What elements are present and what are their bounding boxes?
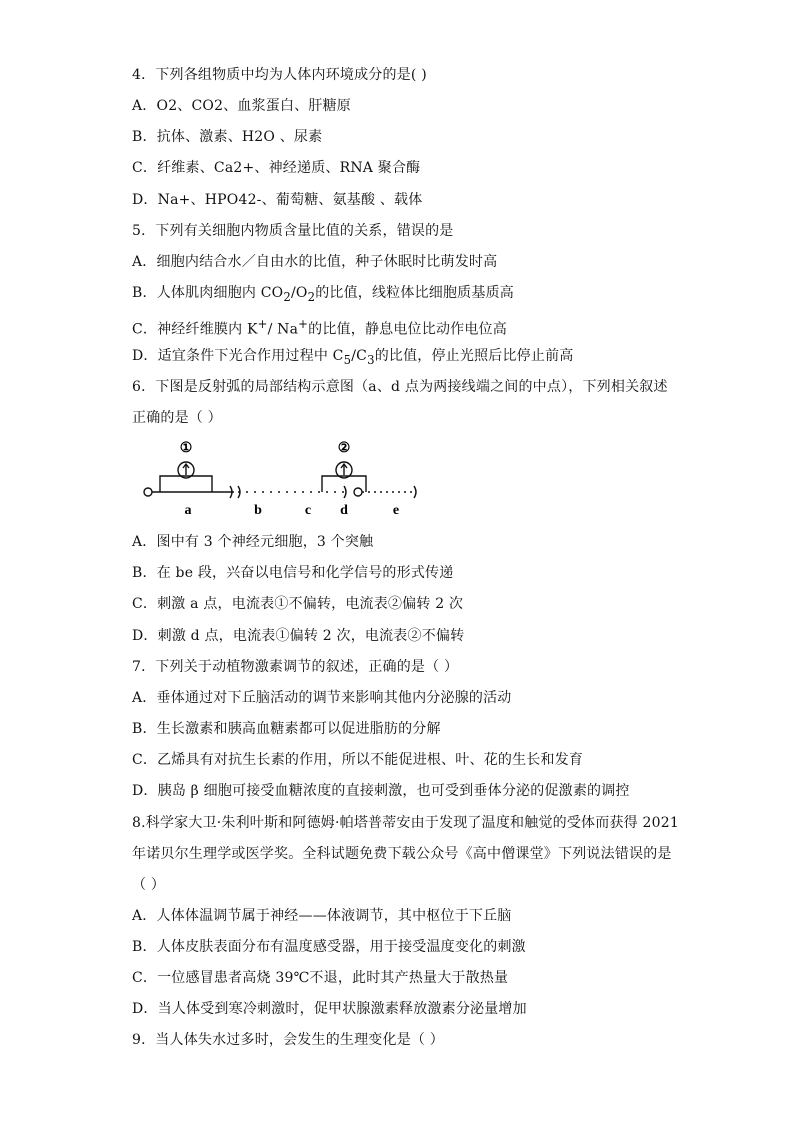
q4-stem: 4．下列各组物质中均为人体内环境成分的是( ) bbox=[132, 67, 427, 83]
neuron-3-soma bbox=[354, 488, 362, 496]
q7-stem: 7．下列关于动植物激素调节的叙述，正确的是（ ） bbox=[132, 659, 459, 675]
q5-d-sub-2: 3 bbox=[367, 352, 375, 367]
q8-stem-line-2: 年诺贝尔生理学或医学奖。全科试题免费下载公众号《高中僧课堂》下列说法错误的是 bbox=[132, 846, 672, 862]
q6-stem-line-1: 6．下图是反射弧的局部结构示意图（a、d 点为两接线端之间的中点），下列相关叙述 bbox=[132, 379, 668, 395]
q8-stem-line-3: （ ） bbox=[132, 877, 166, 893]
point-a-label: a bbox=[184, 503, 192, 518]
q6-stem-line-2: 正确的是（ ） bbox=[132, 410, 222, 426]
q5-d-text-1: D．适宜条件下光合作用过程中 C bbox=[132, 348, 344, 364]
neuron-3-terminal bbox=[414, 486, 416, 498]
q7-option-c: C．乙烯具有对抗生长素的作用，所以不能促进根、叶、花的生长和发育 bbox=[132, 752, 584, 768]
meter-2-label: ② bbox=[337, 441, 351, 456]
q8-option-d: D．当人体受到寒冷刺激时，促甲状腺激素释放激素分泌量增加 bbox=[132, 1001, 527, 1017]
q7-option-a: A．垂体通过对下丘脑活动的调节来影响其他内分泌腺的活动 bbox=[132, 690, 512, 706]
q5-c-text-3: 的比值，静息电位比动作电位高 bbox=[308, 321, 507, 338]
q9-stem: 9．当人体失水过多时，会发生的生理变化是（ ） bbox=[132, 1032, 444, 1048]
q5-stem: 5．下列有关细胞内物质含量比值的关系，错误的是 bbox=[132, 223, 454, 239]
q5-d-sub-1: 5 bbox=[343, 352, 352, 367]
synapse-2-terminal bbox=[344, 486, 346, 498]
q8-option-b: B．人体皮肤表面分布有温度感受器，用于接受温度变化的刺激 bbox=[132, 939, 526, 955]
q6-option-d: D．刺激 d 点，电流表①偏转 2 次，电流表②不偏转 bbox=[132, 628, 465, 644]
q5-d-text-3: 的比值，停止光照后比停止前高 bbox=[374, 348, 574, 364]
q6-option-a: A．图中有 3 个神经元细胞，3 个突触 bbox=[132, 534, 374, 550]
q5-b-text-3: 的比值，线粒体比细胞质基质高 bbox=[315, 285, 514, 301]
q8-option-a: A．人体体温调节属于神经——体液调节，其中枢位于下丘脑 bbox=[132, 908, 512, 924]
q5-b-text-1: B．人体肌肉细胞内 CO bbox=[132, 285, 284, 301]
q5-b-text-2: /O bbox=[290, 285, 308, 301]
q6-option-b: B．在 be 段，兴奋以电信号和化学信号的形式传递 bbox=[132, 565, 454, 581]
q8-option-c: C．一位感冒患者高烧 39℃不退，此时其产热量大于散热量 bbox=[132, 970, 509, 986]
q4-option-c: C．纤维素、Ca2+、神经递质、RNA 聚合酶 bbox=[132, 160, 421, 176]
meter-1-label: ① bbox=[179, 441, 193, 456]
point-c-label: c bbox=[304, 503, 312, 518]
q5-c-text-1: C．神经纤维膜内 K bbox=[132, 321, 258, 338]
q4-option-d: D．Na+、HPO42-、葡萄糖、氨基酸 、载体 bbox=[132, 192, 423, 208]
neuron-1-soma bbox=[144, 488, 152, 496]
q5-c-sup-1: + bbox=[257, 317, 268, 331]
point-d-label: d bbox=[340, 503, 348, 518]
q4-option-a: A．O2、CO2、血浆蛋白、肝糖原 bbox=[132, 98, 351, 114]
q5-b-sub-1: 2 bbox=[283, 289, 291, 304]
q5-b-sub-2: 2 bbox=[307, 289, 316, 304]
point-b-label: b bbox=[254, 503, 262, 518]
q5-c-sup-2: + bbox=[298, 317, 309, 331]
q5-option-c bbox=[132, 315, 507, 339]
q7-option-d: D．胰岛 β 细胞可接受血糖浓度的直接刺激，也可受到垂体分泌的促激素的调控 bbox=[132, 783, 630, 799]
q8-stem-line-1: 8.科学家大卫·朱利叶斯和阿德姆·帕塔普蒂安由于发现了温度和触觉的受体而获得 2021 bbox=[132, 815, 679, 831]
q5-option-a: A．细胞内结合水／自由水的比值，种子休眠时比萌发时高 bbox=[132, 254, 498, 270]
q5-d-text-2: /C bbox=[351, 348, 368, 364]
q7-option-b: B．生长激素和胰高血糖素都可以促进脂肪的分解 bbox=[132, 721, 441, 737]
point-e-label: e bbox=[392, 503, 400, 518]
q4-option-b: B．抗体、激素、H2O 、尿素 bbox=[132, 129, 323, 145]
reflex-arc-diagram bbox=[130, 432, 430, 524]
q5-option-b bbox=[132, 284, 514, 306]
q5-c-text-2: / Na bbox=[267, 321, 299, 338]
q6-option-c: C．刺激 a 点，电流表①不偏转，电流表②偏转 2 次 bbox=[132, 596, 464, 612]
q5-option-d bbox=[132, 347, 574, 369]
